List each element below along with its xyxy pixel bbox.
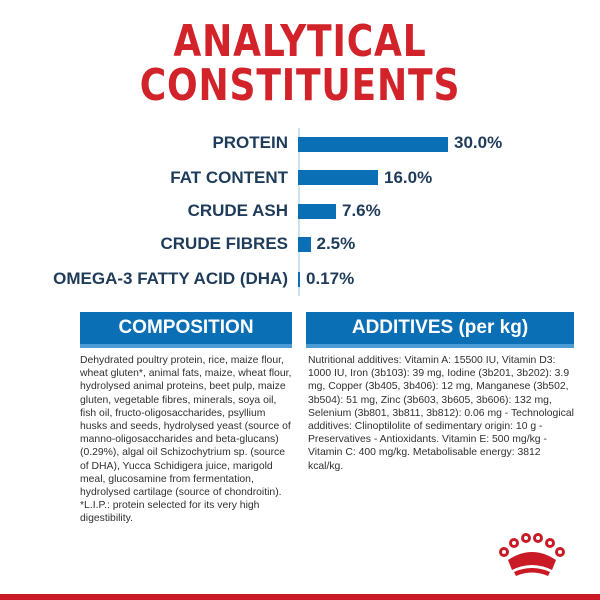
bottom-brand-stripe [0,594,600,600]
constituent-label-omega3: OMEGA-3 FATTY ACID (DHA) [53,269,288,288]
constituent-value-ash: 7.6% [342,201,381,220]
constituent-label-fat: FAT CONTENT [170,168,288,187]
constituent-value-protein: 30.0% [454,133,503,152]
title-line-2: CONSTITUENTS [139,60,461,111]
constituent-bar-fibres [298,237,311,252]
constituent-bar-ash [298,204,336,219]
crown-logo-icon [494,530,570,580]
additives-heading: ADDITIVES (per kg) [306,312,574,344]
composition-text: Dehydrated poultry protein, rice, maize flour, wheat gluten*, animal fats, maize, wheat flour, hydrolysed animal proteins, beet pulp, maize gluten, vegetable fibres, minerals, soya oil, fish oil, fructo-oligosaccharides, psyllium husks and seeds, hydrolysed yeast (source of manno-oligosaccharides and beta-glucans) (0.29%), algal oil Schizochytrium sp. (source of DHA), Yucca Schidigera juice, marigold meal, glucosamine from fermentation, hydrolysed cartilage (source of chondroitin). *L.I.P.: protein selected for its very high digestibility. [80,355,292,525]
title-line-1: ANALYTICAL [173,16,427,67]
constituent-label-ash: CRUDE ASH [187,201,288,220]
constituent-bar-omega3 [298,272,300,287]
constituent-label-fibres: CRUDE FIBRES [160,234,288,253]
constituent-value-fat: 16.0% [384,168,433,187]
constituent-label-protein: PROTEIN [212,133,288,152]
constituent-value-fibres: 2.5% [316,234,356,253]
additives-text: Nutritional additives: Vitamin A: 15500 IU, Vitamin D3: 1000 IU, Iron (3b103): 39 mg, Iodine (3b201, 3b202): 3.9 mg, Copper (3b405, 3b406): 12 mg, Manganese (3b502, 3b504): 51 mg, Zinc (3b603, 3b605, 3b606): 132 mg, Selenium (3b801, 3b811, 3b812): 0.06 mg - Technological additives: Clinoptilolite of sedimentary origin: 10 g - Preservatives - Antioxidants. Vitamin E: 500 mg/kg - Vitamin C: 400 mg/kg. Metabolisable energy: 3812 kcal/kg. [308,355,574,472]
composition-heading: COMPOSITION [80,312,292,344]
constituent-bar-protein [298,137,448,152]
constituent-value-omega3: 0.17% [306,269,355,288]
constituent-bar-fat [298,170,378,185]
